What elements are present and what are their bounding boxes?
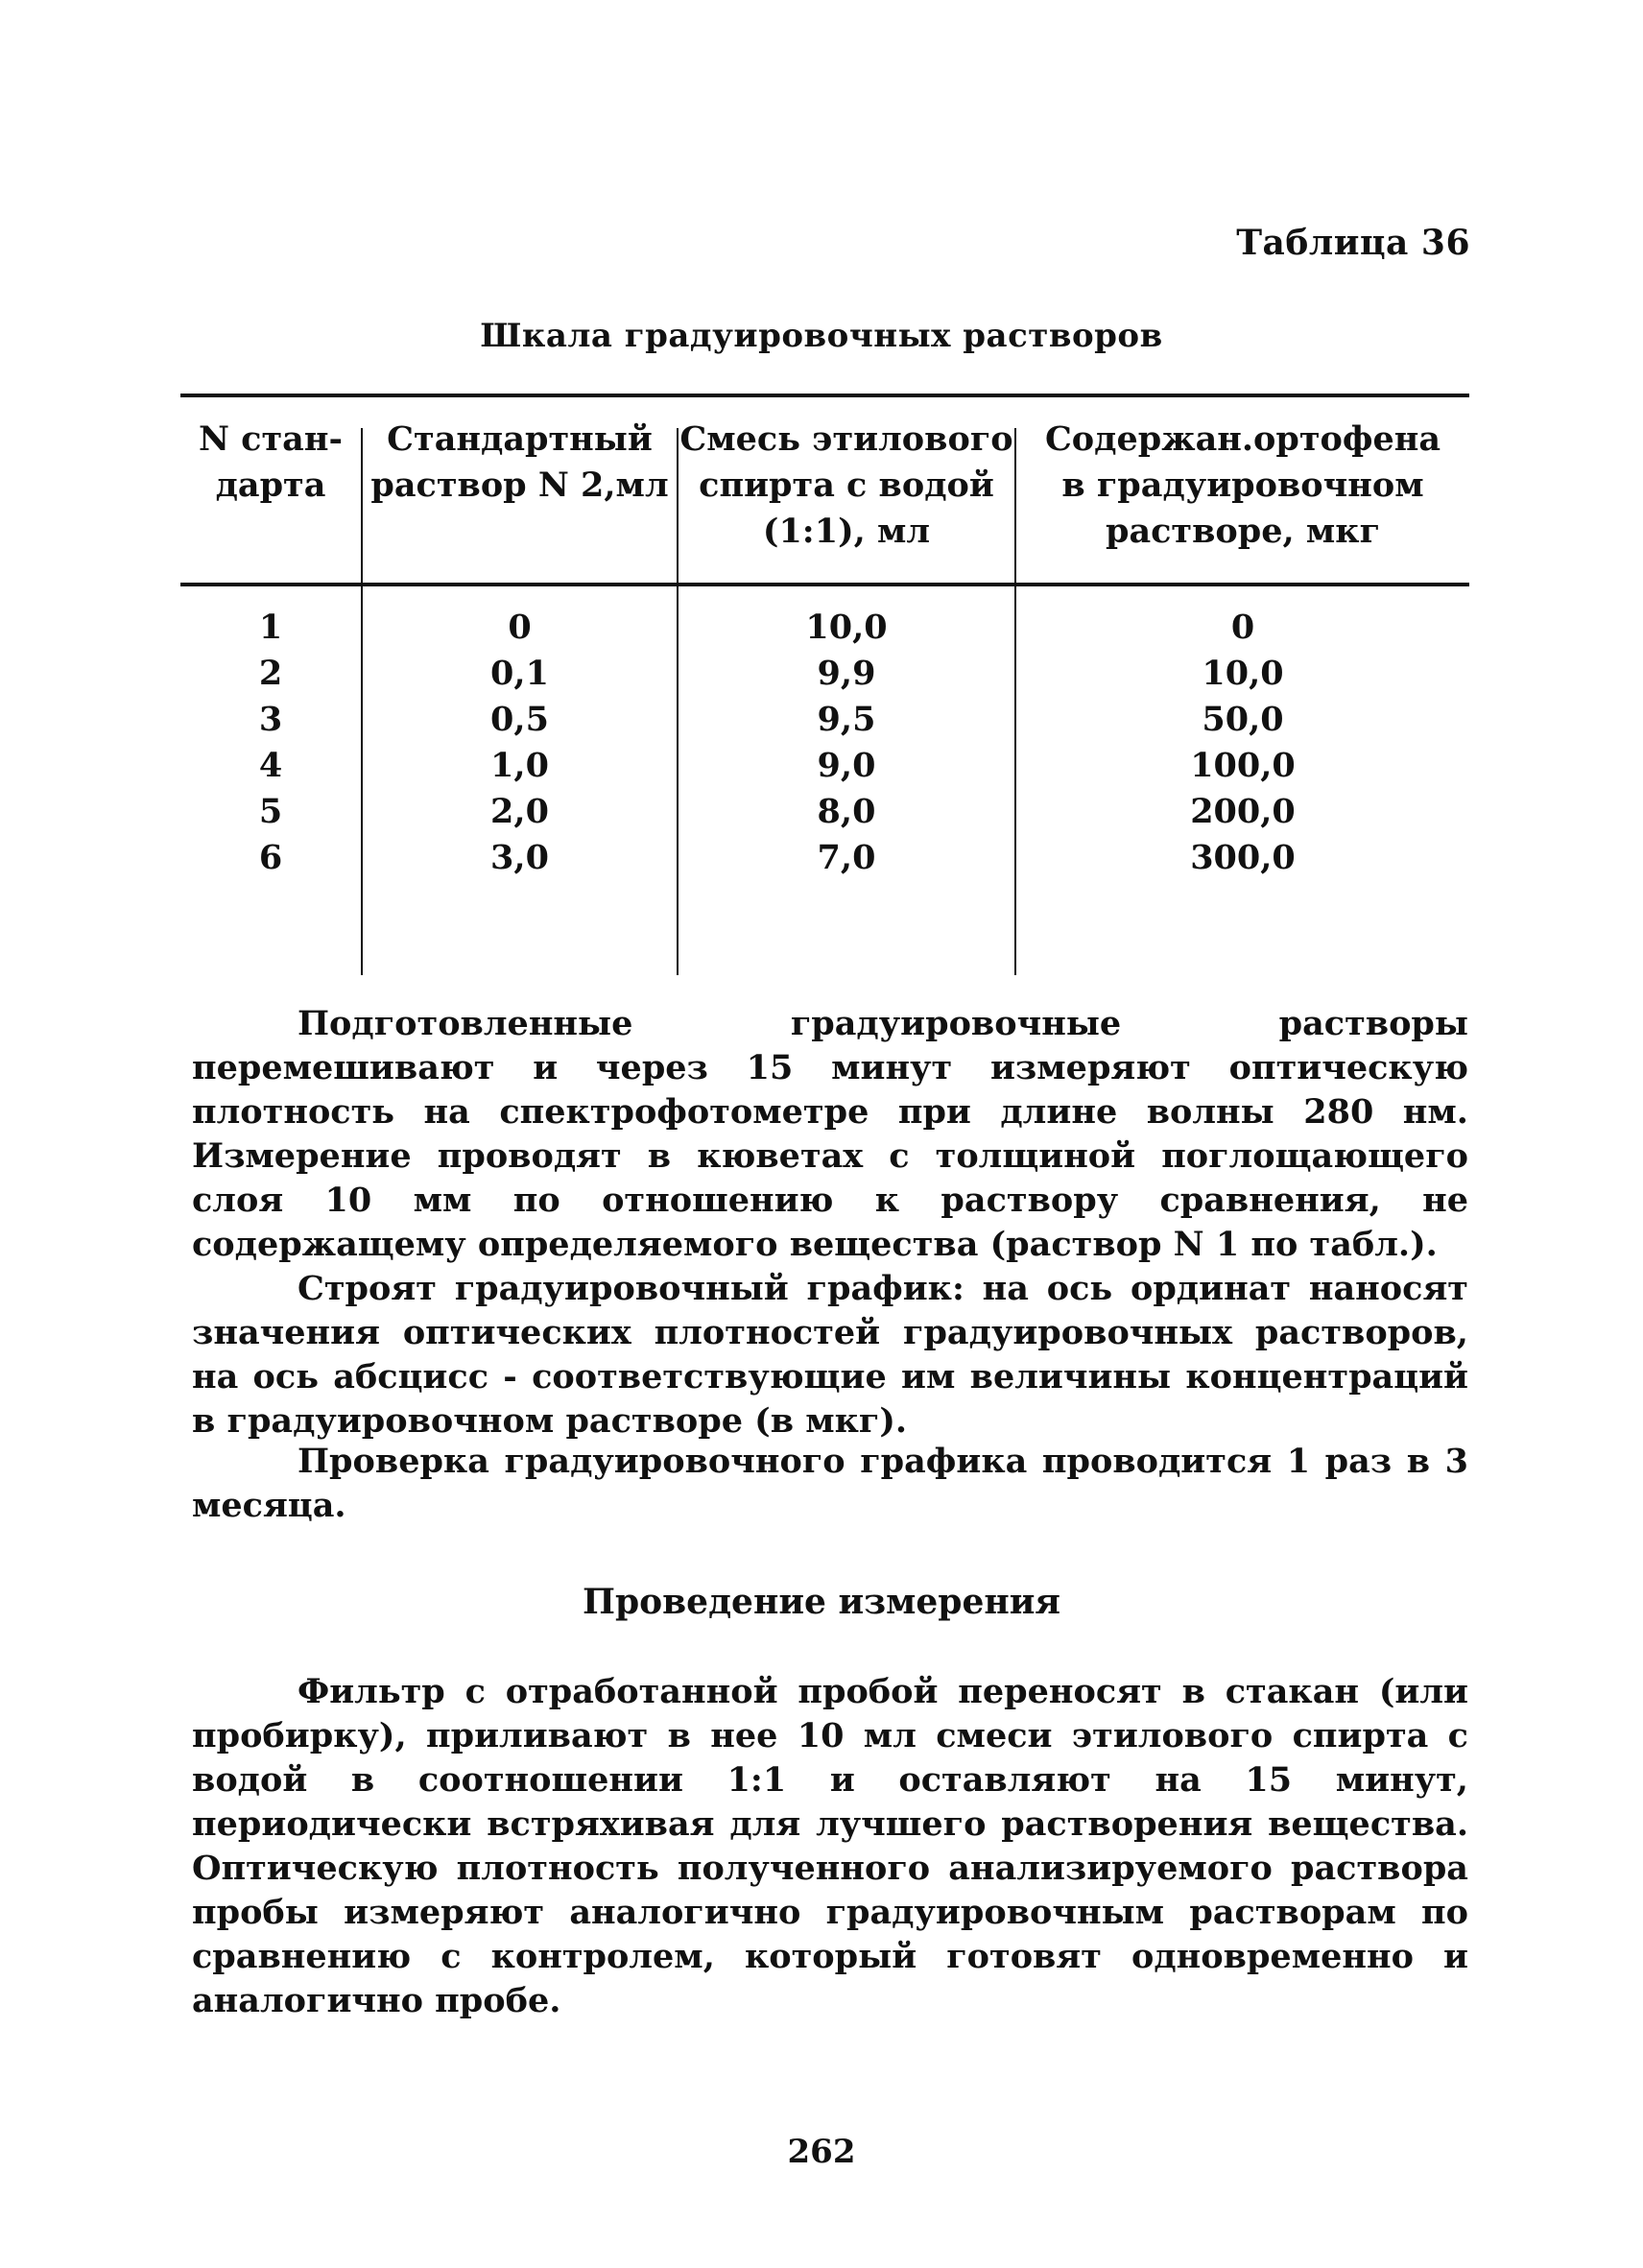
table-row [180,605,1469,651]
cell-standard-ml: 0 [508,608,532,647]
cell-content-mcg: 50,0 [1202,700,1284,739]
cell-mixture-ml: 10,0 [805,608,888,647]
cell-content-mcg: 0 [1230,608,1255,647]
cell-mixture-ml: 9,9 [817,654,876,693]
table-body [180,605,1469,881]
cell-content-mcg: 10,0 [1202,654,1284,693]
cell-number: 3 [258,700,283,739]
table-number: Таблица 36 [1236,223,1470,263]
header-orthophen-content: Содержан.ортофена в градуировочном растворе, мкг [1044,419,1441,551]
paragraph-measurement: Фильтр с отработанной пробой переносят в стакан (или пробирку), приливают в нее 10 мл смеси этилового спирта с водой в соотношении 1:1 и оставляют на 15 минут, периодически встряхивая для лучшего растворения вещества. Оптическую плотность полученного анализируемого раствора пробы измеряют аналогично градуировочным растворам по сравнению с контролем, который готовят одновременно и аналогично пробе. [192,1672,1468,2020]
table-row [180,651,1469,697]
cell-number: 1 [258,608,283,647]
cell-standard-ml: 3,0 [490,838,549,877]
header-standard-number: N стан- дарта [199,419,343,505]
table-header-rule [180,583,1469,586]
cell-standard-ml: 0,1 [490,654,549,693]
cell-content-mcg: 300,0 [1190,838,1296,877]
cell-standard-ml: 1,0 [490,746,549,785]
cell-standard-ml: 0,5 [490,700,549,739]
cell-number: 4 [258,746,283,785]
header-ethanol-mixture: Смесь этилового спирта с водой (1:1), мл [679,419,1013,551]
paragraph-preparation: Подготовленные градуировочные растворы перемешивают и через 15 минут измеряют оптическую плотность на спектрофотометре при длине волны 280 нм. Измерение проводят в кюветах с толщиной поглощающего слоя 10 мм по отношению к раствору сравнения, не содержащему определяемого вещества (раствор N 1 по табл.). [192,1004,1468,1264]
cell-number: 2 [258,654,283,693]
table-row [180,835,1469,881]
cell-mixture-ml: 7,0 [817,838,876,877]
table-top-rule [180,394,1469,397]
cell-number: 5 [258,792,283,831]
cell-mixture-ml: 9,5 [817,700,876,739]
page-number: 262 [787,2133,856,2171]
cell-mixture-ml: 8,0 [817,792,876,831]
cell-number: 6 [258,838,283,877]
header-standard-solution: Стандартный раствор N 2,мл [370,419,669,505]
cell-mixture-ml: 9,0 [817,746,876,785]
paragraph-graph: Строят градуировочный график: на ось ординат наносят значения оптических плотностей градуировочных растворов, на ось абсцисс - соответствующие им величины концентраций в градуировочном растворе (в мкг). [192,1269,1468,1441]
table-title: Шкала градуировочных растворов [480,317,1163,355]
table-row [180,697,1469,743]
table-row [180,789,1469,835]
cell-content-mcg: 100,0 [1190,746,1296,785]
cell-standard-ml: 2,0 [490,792,549,831]
cell-content-mcg: 200,0 [1190,792,1296,831]
table-row [180,743,1469,789]
paragraph-check: Проверка градуировочного графика проводится 1 раз в 3 месяца. [192,1442,1468,1525]
section-heading: Проведение измерения [582,1582,1061,1622]
